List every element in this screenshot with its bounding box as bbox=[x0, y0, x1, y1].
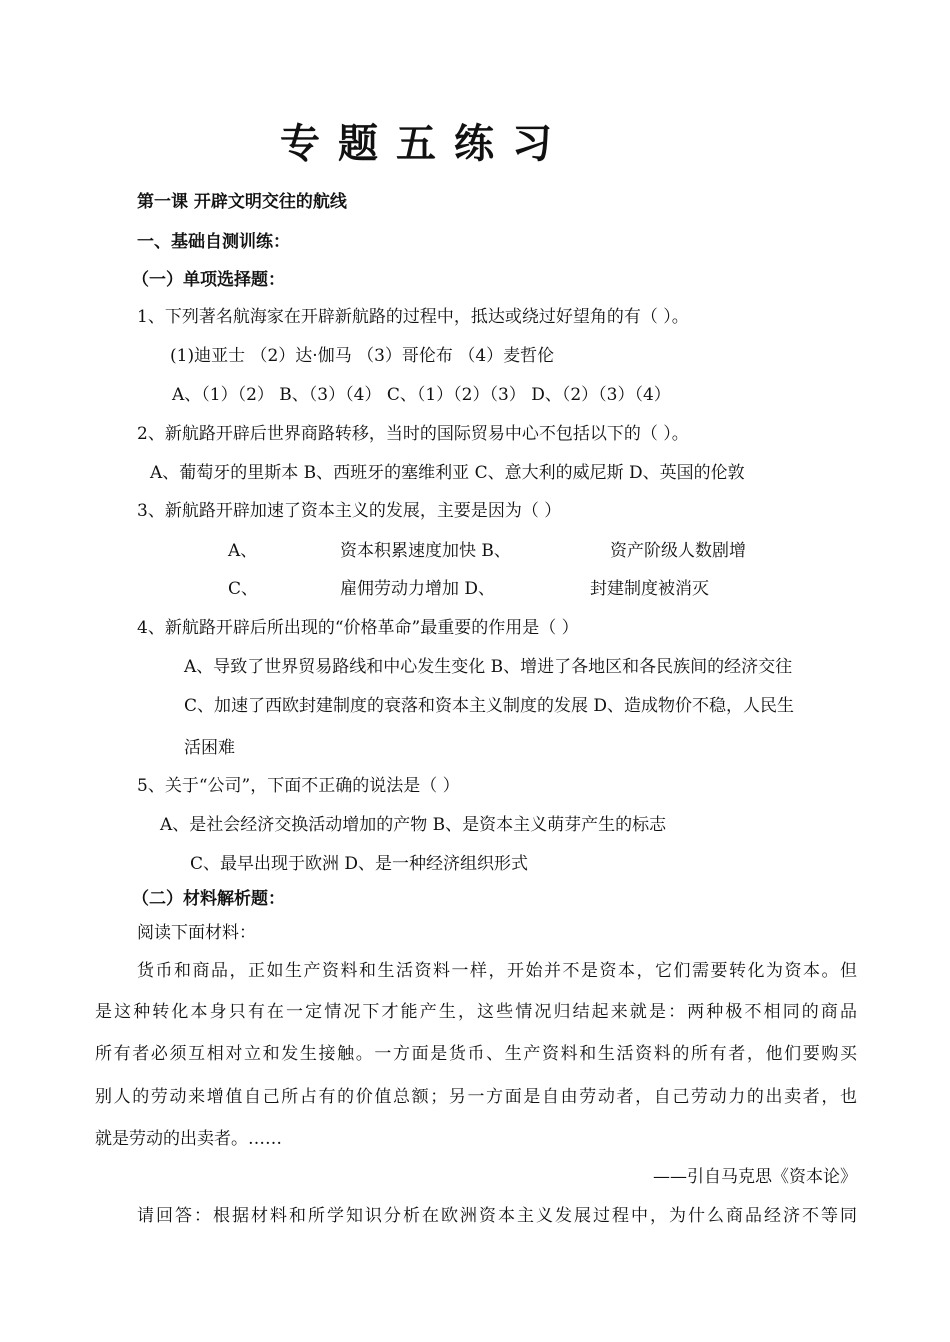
question-2-stem: 2、新航路开辟后世界商路转移，当时的国际贸易中心不包括以下的（ ）。 bbox=[137, 424, 689, 444]
question-4-options-line-1: A、导致了世界贸易路线和中心发生变化 B、增进了各地区和各民族间的经济交往 bbox=[184, 657, 793, 677]
question-4-options-line-3: 活困难 bbox=[184, 738, 235, 758]
material-line-3: 所有者必须互相对立和发生接触。一方面是货币、生产资料和生活资料的所有者，他们要购买 bbox=[95, 1044, 857, 1064]
section-heading: 一、基础自测训练： bbox=[137, 232, 290, 252]
page-title: 专题五练习 bbox=[280, 121, 570, 167]
material-line-4: 别人的劳动来增值自己所占有的价值总额；另一方面是自由劳动者，自己劳动力的出卖者，也 bbox=[95, 1087, 857, 1107]
material-line-5: 就是劳动的出卖者。…… bbox=[95, 1129, 282, 1149]
part-heading-single-choice: （一）单项选择题： bbox=[132, 270, 285, 290]
question-1-items: (1)迪亚士 （2）达·伽马 （3）哥伦布 （4）麦哲伦 bbox=[170, 346, 555, 366]
material-line-2: 是这种转化本身只有在一定情况下才能产生，这些情况归结起来就是：两种极不相同的商品 bbox=[95, 1002, 857, 1022]
question-2-options: A、葡萄牙的里斯本 B、西班牙的塞维利亚 C、意大利的威尼斯 D、英国的伦敦 bbox=[150, 463, 745, 483]
reading-prompt: 阅读下面材料： bbox=[137, 923, 256, 943]
question-3-option-a-label: A、 bbox=[228, 541, 258, 561]
material-source: ——引自马克思《资本论》 bbox=[653, 1167, 857, 1187]
question-3-option-d-text: 封建制度被消灭 bbox=[590, 579, 709, 599]
part-heading-material: （二）材料解析题： bbox=[132, 889, 285, 909]
question-3-stem: 3、新航路开辟加速了资本主义的发展，主要是因为（ ） bbox=[137, 501, 562, 521]
question-4-options-line-2: C、加速了西欧封建制度的衰落和资本主义制度的发展 D、造成物价不稳，人民生 bbox=[184, 696, 795, 716]
question-3-option-a-text: 资本积累速度加快 B、 bbox=[340, 541, 511, 561]
lesson-heading: 第一课 开辟文明交往的航线 bbox=[137, 192, 347, 212]
question-3-option-c-label: C、 bbox=[228, 579, 259, 599]
question-3-option-c-text: 雇佣劳动力增加 D、 bbox=[340, 579, 496, 599]
question-4-stem: 4、新航路开辟后所出现的“价格革命”最重要的作用是（ ） bbox=[137, 618, 579, 638]
question-5-stem: 5、关于“公司”，下面不正确的说法是（ ） bbox=[137, 776, 460, 796]
question-5-options-line-1: A、是社会经济交换活动增加的产物 B、是资本主义萌芽产生的标志 bbox=[160, 815, 667, 835]
question-3-option-b-text: 资产阶级人数剧增 bbox=[610, 541, 746, 561]
material-line-1: 货币和商品，正如生产资料和生活资料一样，开始并不是资本，它们需要转化为资本。但 bbox=[137, 961, 857, 981]
question-1-stem: 1、下列著名航海家在开辟新航路的过程中，抵达或绕过好望角的有（ ）。 bbox=[137, 307, 689, 327]
question-1-options: A、（1）（2） B、（3）（4） C、（1）（2）（3） D、（2）（3）（4） bbox=[172, 385, 671, 405]
question-prompt: 请回答：根据材料和所学知识分析在欧洲资本主义发展过程中，为什么商品经济不等同 bbox=[137, 1206, 857, 1226]
question-5-options-line-2: C、最早出现于欧洲 D、是一种经济组织形式 bbox=[190, 854, 529, 874]
